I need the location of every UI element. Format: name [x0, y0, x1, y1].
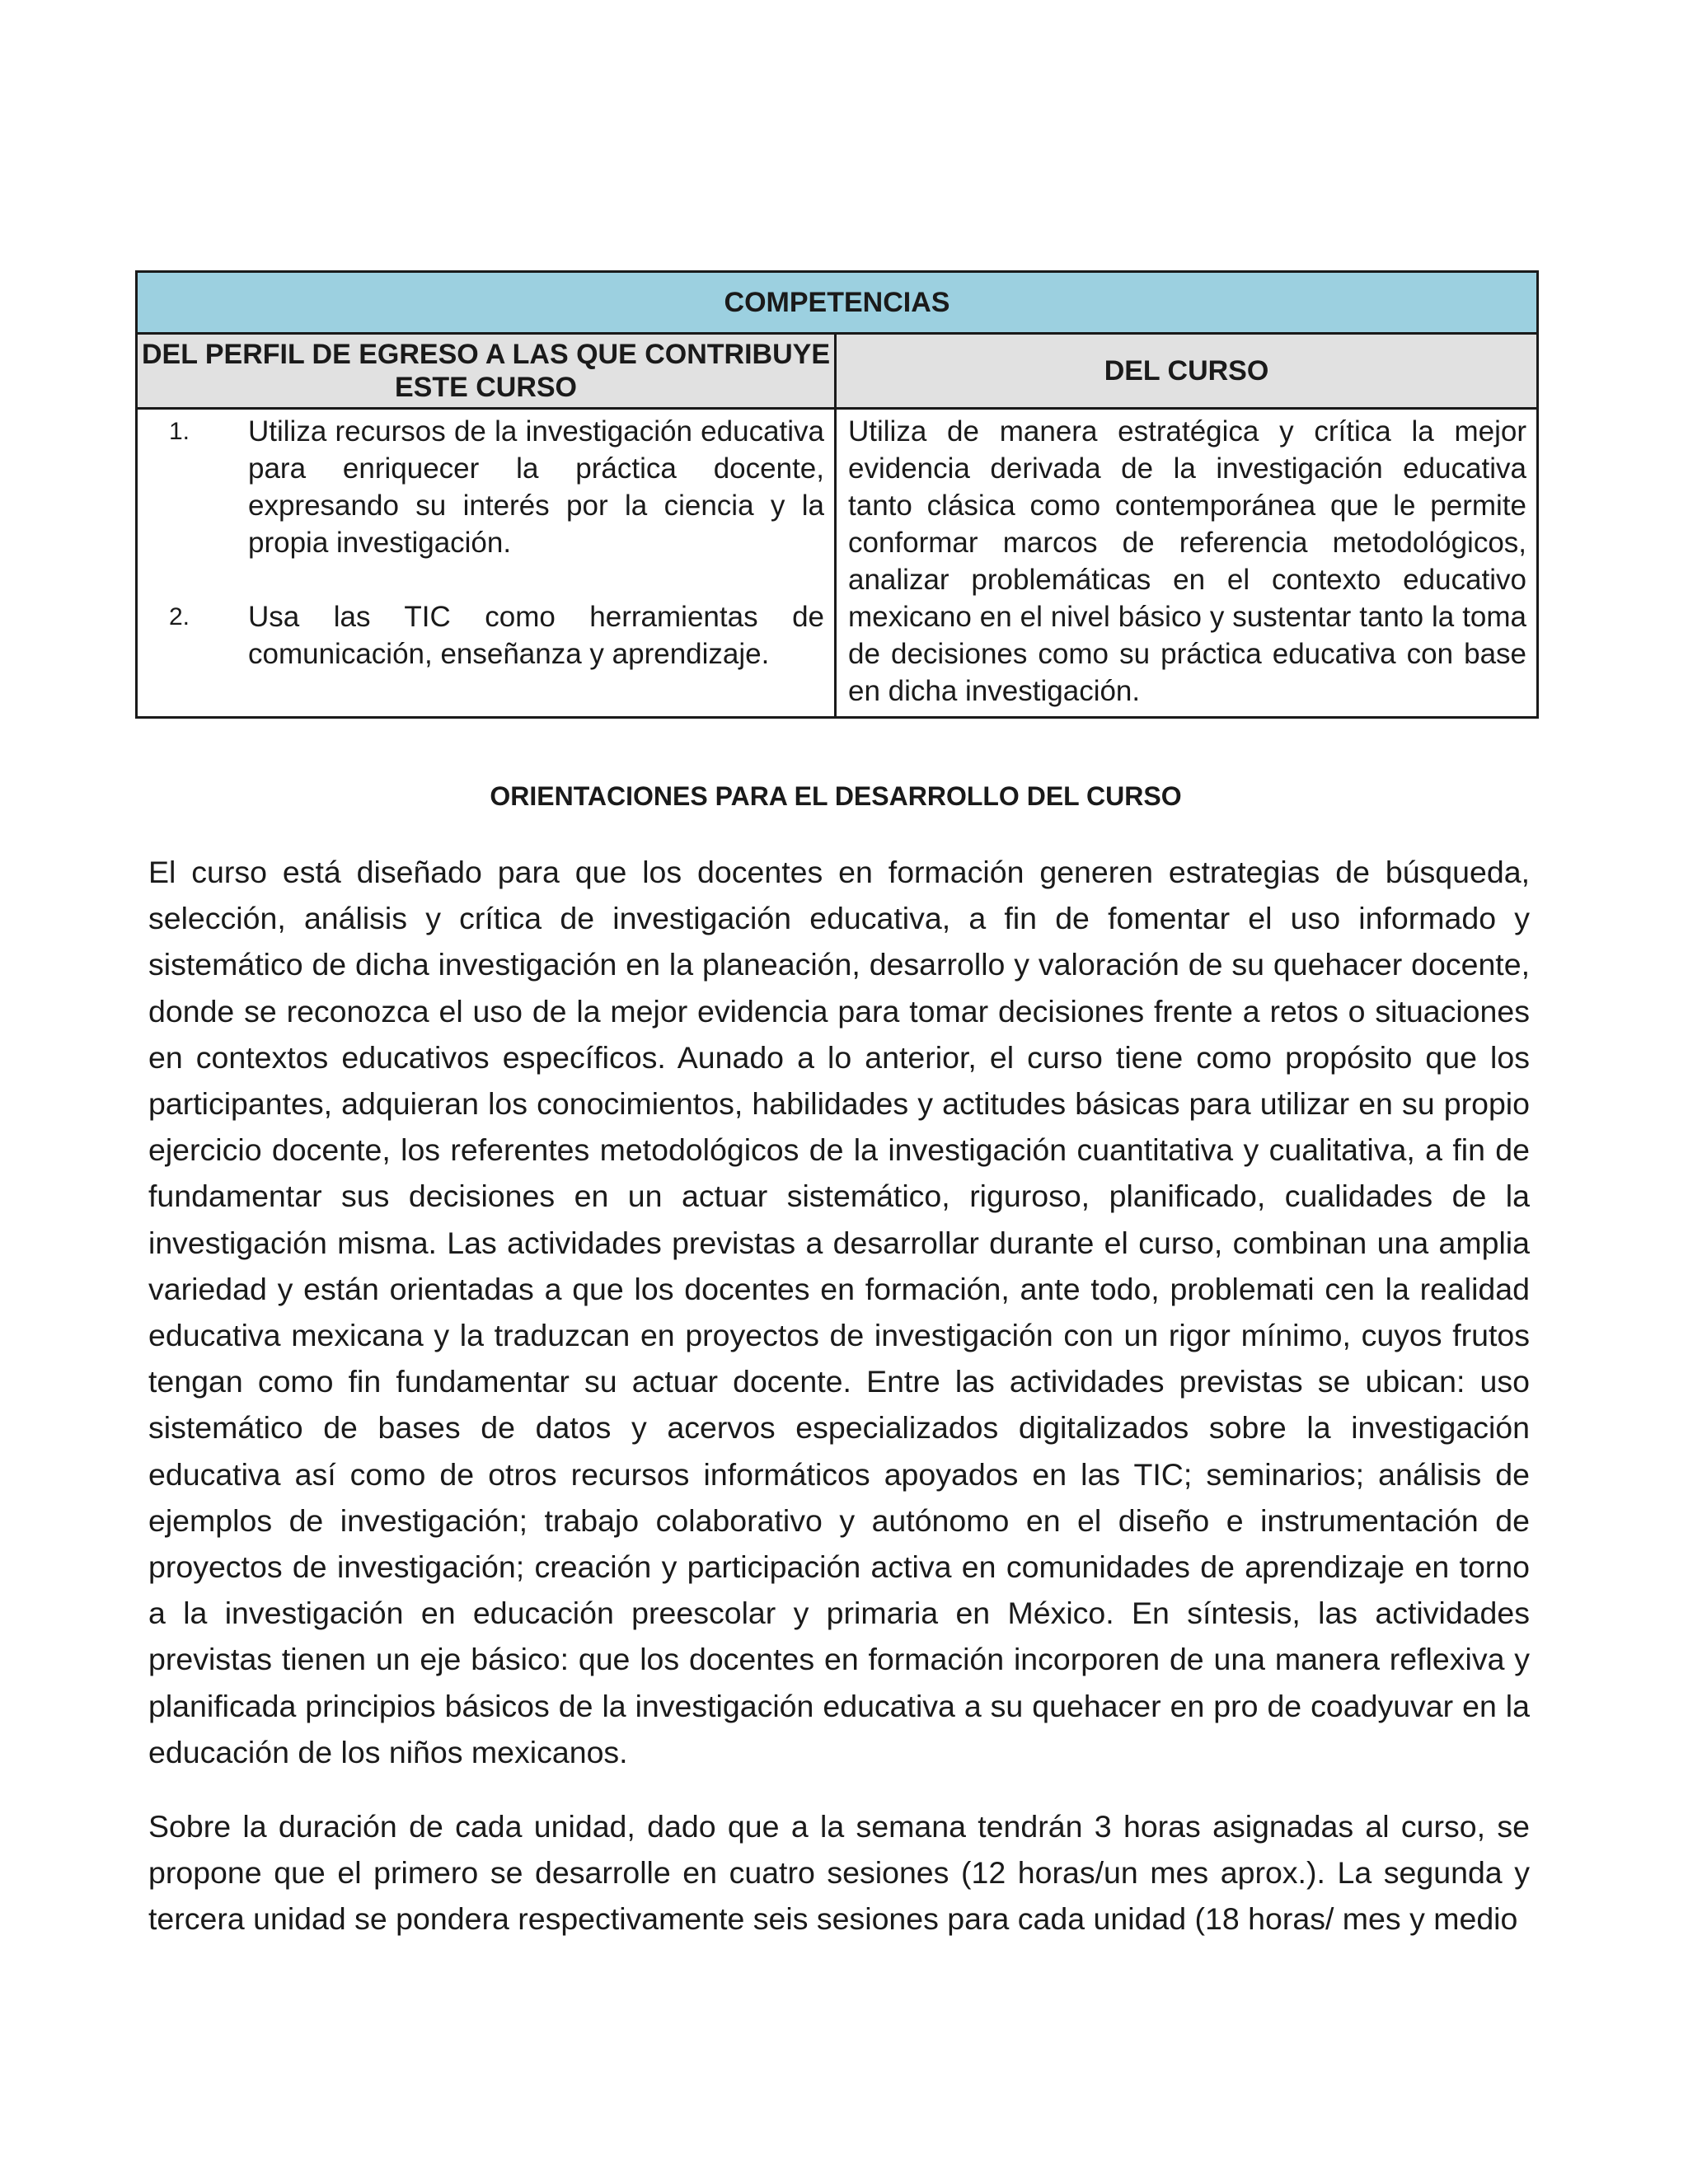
- list-item-text: Usa las TIC como herramientas de comunicación, enseñanza y aprendizaje.: [248, 601, 824, 670]
- section-title: ORIENTACIONES PARA EL DESARROLLO DEL CURSO: [490, 781, 1182, 811]
- list-item-text: Utiliza recursos de la investigación educativa para enriquecer la práctica docente, expresando su interés por la ciencia y la propia investigación.: [248, 415, 824, 559]
- del-curso-text: Utiliza de manera estratégica y crítica la mejor evidencia derivada de la investigación educativa tanto clásica como contemporánea que le permite conformar marcos de referencia metodológicos, analizar problemáticas en el contexto educativo mexicano en el nivel básico y sustentar tanto la toma de decisiones como su práctica educativa con base en dicha investigación.: [848, 415, 1527, 707]
- body-paragraph: Sobre la duración de cada unidad, dado que a la semana tendrán 3 horas asignadas al curso, se propone que el primero se desarrolle en cuatro sesiones (12 horas/un mes aprox.). La segunda y tercera unidad se pondera respectivamente seis sesiones para cada unidad (18 horas/ mes y medio: [148, 1809, 1530, 1937]
- body-paragraph: El curso está diseñado para que los docentes en formación generen estrategias de búsqueda, selección, análisis y crítica de investigación educativa, a fin de fomentar el uso informado y sistemático de dicha investigación en la planeación, desarrollo y valoración de su quehacer docente, donde se reconozca el uso de la mejor evidencia para tomar decisiones frente a retos o situaciones en contextos educativos específicos. Aunado a lo anterior, el curso tiene como propósito que los participantes, adquieran los conocimientos, habilidades y actitudes básicas para utilizar en su propio ejercicio docente, los referentes metodológicos de la investigación cuantitativa y cualitativa, a fin de fundamentar sus decisiones en un actuar sistemático, riguroso, planificado, cualidades de la investigación misma. Las actividades previstas a desarrollar durante el curso, combinan una amplia variedad y están orientadas a que los docentes en formación, ante todo, problemati cen la realidad educativa mexicana y la traduzcan en proyectos de investigación con un rigor mínimo, cuyos frutos tengan como fin fundamentar su actuar docente. Entre las actividades previstas se ubican: uso sistemático de bases de datos y acervos especializados digitalizados sobre la investigación educativa así como de otros recursos informáticos apoyados en las TIC; seminarios; análisis de ejemplos de investigación; trabajo colaborativo y autónomo en el diseño e instrumentación de proyectos de investigación; creación y participación activa en comunidades de aprendizaje en torno a la investigación en educación preescolar y primaria en México. En síntesis, las actividades previstas tienen un eje básico: que los docentes en formación incorporen de una manera reflexiva y planificada principios básicos de la investigación educativa a su quehacer en pro de coadyuvar en la educación de los niños mexicanos.: [148, 855, 1530, 1769]
- list-item: [169, 598, 824, 673]
- perfil-egreso-header: DEL PERFIL DE EGRESO A LAS QUE CONTRIBUYE ESTE CURSO: [137, 334, 836, 409]
- competencias-title: COMPETENCIAS: [137, 272, 1538, 334]
- del-curso-cell: [836, 409, 1538, 718]
- list-item-number: 2.: [169, 603, 190, 630]
- perfil-egreso-cell: [137, 409, 836, 718]
- competencias-table: [135, 270, 1539, 719]
- del-curso-header: DEL CURSO: [836, 334, 1538, 409]
- perfil-egreso-list: [169, 413, 824, 673]
- list-item: [169, 413, 824, 561]
- list-item-number: 1.: [169, 418, 190, 445]
